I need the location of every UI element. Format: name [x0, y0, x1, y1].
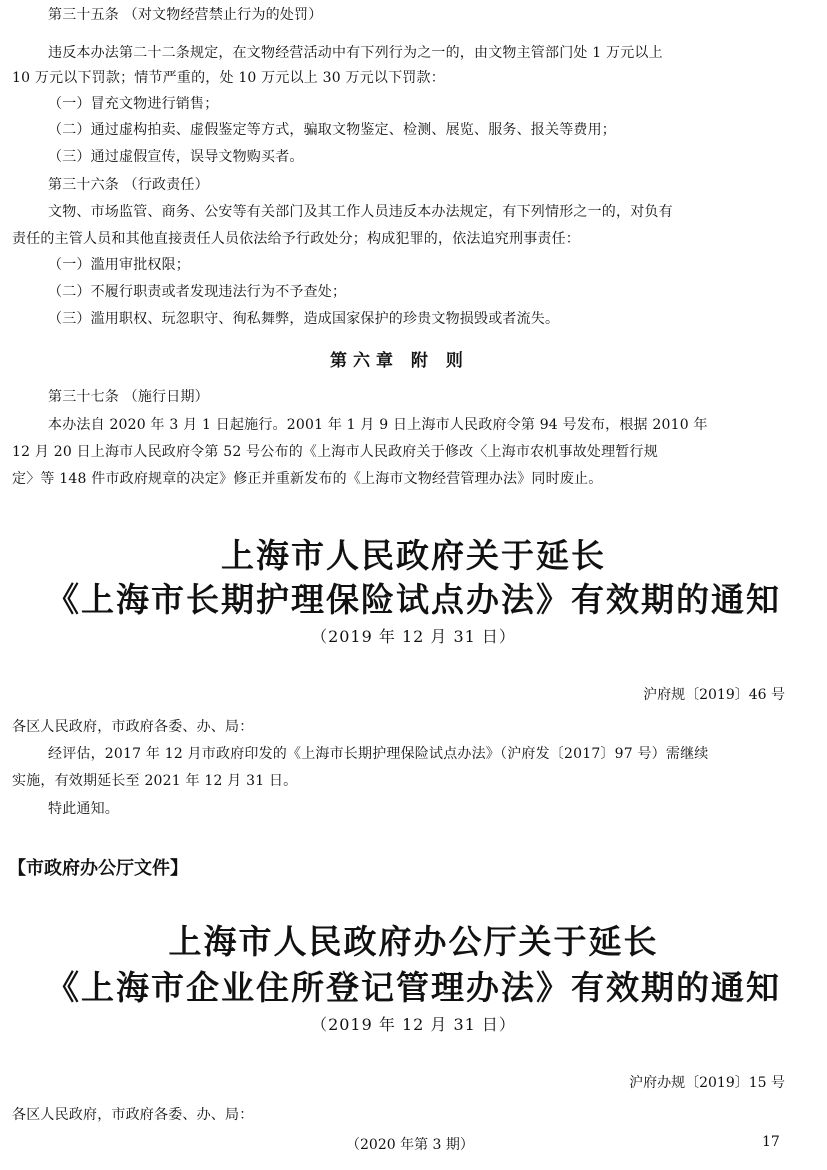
article-36-heading: 第三十六条 （行政责任） — [48, 177, 209, 193]
article-35-heading: 第三十五条 （对文物经营禁止行为的处罚） — [48, 7, 323, 23]
article-36-paragraph-line-2: 责任的主管人员和其他直接责任人员依法给予行政处分；构成犯罪的，依法追究刑事责任： — [12, 231, 580, 247]
notice-1-body-line-2: 实施，有效期延长至 2021 年 12 月 31 日。 — [12, 773, 298, 789]
section-tag-office-documents: 【市政府办公厅文件】 — [8, 858, 188, 879]
article-35-paragraph-line-2: 10 万元以下罚款；情节严重的，处 10 万元以上 30 万元以下罚款： — [12, 70, 445, 86]
notice-1-closing: 特此通知。 — [48, 801, 119, 817]
article-37-paragraph-line-2: 12 月 20 日上海市人民政府令第 52 号公布的《上海市人民政府关于修改〈上海市农机事故处理暂行规 — [12, 444, 658, 460]
notice-1-body-line-1: 经评估，2017 年 12 月市政府印发的《上海市长期护理保险试点办法》（沪府发〔2017〕97 号）需继续 — [48, 746, 709, 762]
notice-1-title-line-2: 《上海市长期护理保险试点办法》有效期的通知 — [46, 580, 781, 619]
notice-1-document-number: 沪府规〔2019〕46 号 — [643, 687, 785, 703]
article-36-paragraph-line-1: 文物、市场监管、商务、公安等有关部门及其工作人员违反本办法规定，有下列情形之一的，对负有 — [48, 204, 673, 220]
notice-2-document-number: 沪府办规〔2019〕15 号 — [629, 1075, 785, 1091]
notice-2-title-line-2: 《上海市企业住所登记管理办法》有效期的通知 — [46, 968, 781, 1007]
notice-2-addressee: 各区人民政府，市政府各委、办、局： — [12, 1107, 254, 1123]
article-35-paragraph-line-1: 违反本办法第二十二条规定，在文物经营活动中有下列行为之一的，由文物主管部门处 1 万元以上 — [48, 45, 663, 61]
notice-1-addressee: 各区人民政府，市政府各委、办、局： — [12, 719, 254, 735]
article-36-item-1: （一）滥用审批权限； — [48, 257, 190, 273]
notice-1-date: （2019 年 12 月 31 日） — [311, 627, 516, 646]
notice-1-title-line-1: 上海市人民政府关于延长 — [221, 536, 606, 575]
article-35-item-3: （三）通过虚假宣传，误导文物购买者。 — [48, 149, 304, 165]
footer-issue: （2020 年第 3 期） — [346, 1137, 474, 1153]
footer-page-number: 17 — [762, 1134, 780, 1150]
notice-2-title-line-1: 上海市人民政府办公厅关于延长 — [168, 922, 659, 961]
article-35-item-1: （一）冒充文物进行销售； — [48, 96, 219, 112]
article-37-paragraph-line-3: 定〉等 148 件市政府规章的决定》修正并重新发布的《上海市文物经营管理办法》同时废止。 — [12, 471, 603, 487]
article-37-heading: 第三十七条 （施行日期） — [48, 389, 209, 405]
notice-2-date: （2019 年 12 月 31 日） — [311, 1015, 516, 1034]
article-36-item-2: （二）不履行职责或者发现违法行为不予查处； — [48, 284, 347, 300]
chapter-6-title: 第六章 附 则 — [330, 351, 469, 371]
article-36-item-3: （三）滥用职权、玩忽职守、徇私舞弊，造成国家保护的珍贵文物损毁或者流失。 — [48, 311, 560, 327]
article-37-paragraph-line-1: 本办法自 2020 年 3 月 1 日起施行。2001 年 1 月 9 日上海市人民政府令第 94 号发布，根据 2010 年 — [48, 417, 708, 433]
article-35-item-2: （二）通过虚构拍卖、虚假鉴定等方式，骗取文物鉴定、检测、展览、服务、报关等费用； — [48, 122, 616, 138]
